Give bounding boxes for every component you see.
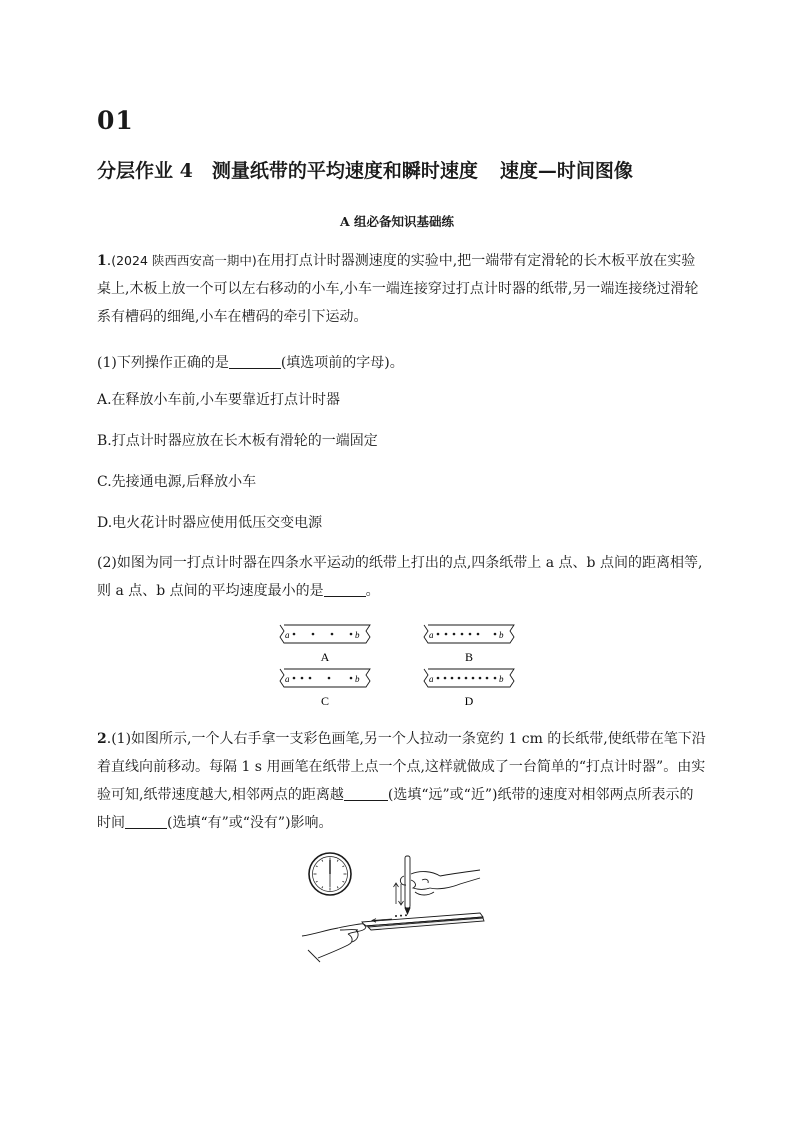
tape-d-label: D [464,694,474,708]
clock-icon [309,853,351,895]
q2-stem: 2.(1)如图所示,一个人右手拿一支彩色画笔,另一个人拉动一条宽约 1 cm 的长纸带,使纸带在笔下沿 着直线向前移动。每隔 1 s 用画笔在纸带上点一个点,这样就做成了一台简单的“打点计时器”。由实 验可知,纸带速度越大,相邻两点的距离越 (选填“远”或“近”)纸带的速度对相邻两点所表示的 时间 (选填“有”或“没有”)影响。 [97,731,706,831]
group-heading: A 组必备知识基础练 [339,214,455,229]
q1-option-c: C.先接通电源,后释放小车 [97,474,257,490]
q1-sub1 [97,352,404,372]
q1-stem-line2: 桌上,木板上放一个可以左右移动的小车,小车一端连接穿过打点计时器的纸带,另一端连接绕过滑轮 [97,281,699,297]
q1-stem-line3: 系有槽码的细绳,小车在槽码的牵引下运动。 [97,309,368,325]
q2-line3-b: (选填“远”或“近”)纸带的速度对相邻两点所表示的 [387,787,694,803]
tape-c-point-a: a [285,674,290,684]
tape-c-point-b: b [355,674,360,684]
q1-sub2-text-a: 则 a 点、b 点间的平均速度最小的是 [97,583,324,599]
q1-sub1-text-a: (1)下列操作正确的是 [97,355,229,371]
tape-b-point-b: b [499,630,504,640]
title-part1: 分层作业 4 测量纸带的平均速度和瞬时速度 [97,160,478,182]
tape-a-point-a: a [285,630,290,640]
q1-number: 1 [97,253,107,269]
q1-option-a: A.在释放小车前,小车要靠近打点计时器 [97,392,341,408]
tape-d-point-a: a [429,674,434,684]
q1-sub1-blank[interactable] [229,354,281,369]
tape-c-label: C [320,694,330,708]
page-title [97,156,633,183]
q1-sub2-line1: (2)如图为同一打点计时器在四条水平运动的纸带上打出的点,四条纸带上 a 点、b 点间的距离相等, [97,555,703,571]
tape-d-point-b: b [499,674,504,684]
q1-option-d: D.电火花计时器应使用低压交变电源 [97,515,323,531]
tape-a-label: A [320,650,330,664]
q2-line4-a: 时间 [97,815,125,831]
pen-timer-illustration [300,850,490,970]
q1-stem: 1.(2024 陕西西安高一期中)在用打点计时器测速度的实验中,把一端带有定滑轮的长木板平放在实验 桌上,木板上放一个可以左右移动的小车,小车一端连接穿过打点计时器的纸带,另一端连接绕过滑轮 系有槽码的细绳,小车在槽码的牵引下运动。 [97,247,707,331]
tape-figure [270,618,530,710]
tape-a-point-b: b [355,630,360,640]
q2-number: 2 [97,731,107,747]
q1-sub2-blank[interactable] [324,582,366,597]
q1-sub2 [97,549,707,605]
q2-blank-1[interactable] [344,786,388,801]
q2-line2: 着直线向前移动。每隔 1 s 用画笔在纸带上点一个点,这样就做成了一台简单的“打点计时器”。由实 [97,759,706,775]
q1-sub2-text-b: 。 [365,583,380,599]
tape-d [424,669,514,708]
paper-tape [362,913,484,930]
title-part2: 速度—时间图像 [499,160,633,182]
q2-blank-2[interactable] [125,814,167,829]
q2-line1: (1)如图所示,一个人右手拿一支彩色画笔,另一个人拉动一条宽约 1 cm 的长纸带,使纸带在笔下沿 [111,731,706,747]
tape-a [280,625,370,664]
tape-b-label: B [464,650,474,664]
q1-stem-line1: 在用打点计时器测速度的实验中,把一端带有定滑轮的长木板平放在实验 [256,253,696,269]
up-down-arrow-icon [394,883,404,905]
tape-b-point-a: a [429,630,434,640]
q2-line3-a: 验可知,纸带速度越大,相邻两点的距离越 [97,787,344,803]
pulling-hand [302,924,366,962]
tape-b [424,625,514,664]
section-number: 01 [97,106,134,135]
tape-c [280,669,370,708]
writing-hand [400,870,480,895]
tape-dots [395,914,407,917]
q1-option-b: B.打点计时器应放在长木板有滑轮的一端固定 [97,433,378,449]
q1-sub1-text-b: (填选项前的字母)。 [280,355,404,371]
q2-line4-b: (选填“有”或“没有”)影响。 [167,815,333,831]
q1-source: (2024 陕西西安高一期中) [111,253,257,268]
